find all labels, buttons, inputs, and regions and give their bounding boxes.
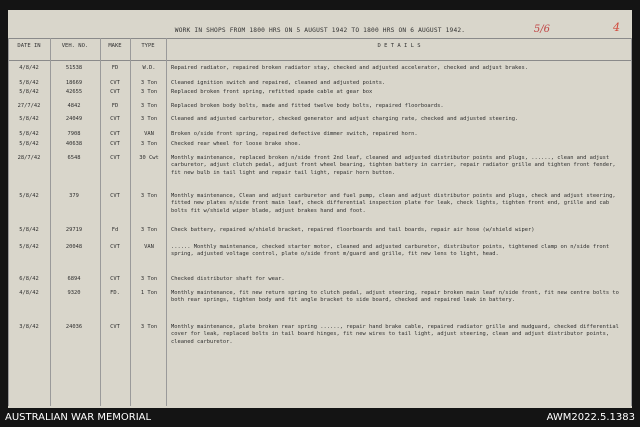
row-details: Repaired radiator, repaired broken radiator stay, checked and adjusted accelerator, checked and adjust brakes. (171, 65, 528, 71)
row-vehicle-number: 9320 (67, 290, 81, 296)
row-date: 3/8/42 (19, 324, 39, 330)
row-vehicle-number: 40638 (65, 141, 83, 147)
row-details: Replaced broken body bolts, made and fitted twelve body bolts, repaired floorboards. (171, 103, 444, 109)
table-top-rule (8, 38, 632, 39)
row-make: CVT (110, 116, 120, 122)
row-make: CVT (110, 244, 120, 250)
row-type: VAN (144, 131, 154, 137)
row-details: Monthly maintenance, Clean and adjust carburetor and fuel pump, clean and adjust distributor points and plugs, check and adjust steering, fitted new plates n/side front main leaf, check differential inspection plate for leak, check lights, tighten front end, grille and cab bolts fit w/shield wiper blade, adjust brakes hand and foot. (171, 193, 616, 214)
row-type: 3 Ton (140, 276, 158, 282)
column-header-make: MAKE (108, 43, 122, 49)
row-make: CVT (110, 80, 120, 86)
row-type: W.D. (142, 65, 156, 71)
row-type: 1 Ton (140, 290, 158, 296)
row-date: 4/8/42 (19, 290, 39, 296)
footer-institution: AUSTRALIAN WAR MEMORIAL (5, 412, 152, 423)
row-date: 5/8/42 (19, 244, 39, 250)
column-rule (50, 38, 51, 406)
row-type: 3 Ton (140, 116, 158, 122)
row-type: 3 Ton (140, 324, 158, 330)
row-vehicle-number: 6894 (67, 276, 81, 282)
row-type: 30 Cwt (139, 155, 159, 161)
row-details: Checked rear wheel for loose brake shoe. (171, 141, 301, 147)
column-header-details: D E T A I L S (377, 43, 421, 49)
row-vehicle-number: 20048 (65, 244, 83, 250)
row-type: 3 Ton (140, 227, 158, 233)
row-type: 3 Ton (140, 141, 158, 147)
row-make: CVT (110, 155, 120, 161)
row-details: Monthly maintenance, plate broken rear spring ......, repair hand brake cable, repaired radiator grille and mudguard, checked differential cover for leak, replaced bolts in tail board hinges, fit new wires to tail light, adjust steering, clean and adjust distributor points, cleaned carburetor. (171, 324, 619, 345)
row-make: FD (111, 103, 119, 109)
row-date: 5/8/42 (19, 89, 39, 95)
row-make: CVT (110, 276, 120, 282)
row-details: Check battery, repaired w/shield bracket, repaired floorboards and tail boards, repair air hose (w/shield wiper) (171, 227, 535, 233)
row-make: CVT (110, 89, 120, 95)
page-number: 5/6 (533, 24, 550, 35)
column-rule (8, 38, 9, 406)
row-vehicle-number: 4842 (67, 103, 81, 109)
row-type: 3 Ton (140, 103, 158, 109)
row-make: CVT (110, 324, 120, 330)
row-details: Monthly maintenance, fit new return spring to clutch pedal, adjust steering, repair broken main leaf n/side front, fit new centre bolts to both rear springs, tighten body and fit angle bracket to side board, checked and repaired leak in battery. (171, 290, 619, 304)
row-make: FD. (110, 290, 120, 296)
row-date: 27/7/42 (17, 103, 41, 109)
row-date: 5/8/42 (19, 141, 39, 147)
column-header-type: TYPE (141, 43, 155, 49)
row-make: FD (111, 65, 119, 71)
footer-accession-number: AWM2022.5.1383 (546, 412, 635, 423)
row-date: 5/8/42 (19, 116, 39, 122)
row-make: Fd (111, 227, 119, 233)
row-date: 28/7/42 (17, 155, 41, 161)
row-type: 3 Ton (140, 193, 158, 199)
row-date: 5/8/42 (19, 131, 39, 137)
row-vehicle-number: 29719 (65, 227, 83, 233)
row-date: 4/8/42 (19, 65, 39, 71)
column-rule (100, 38, 101, 406)
row-make: CVT (110, 193, 120, 199)
row-date: 5/8/42 (19, 227, 39, 233)
row-date: 5/8/42 (19, 193, 39, 199)
row-details: Checked distributor shaft for wear. (171, 276, 285, 282)
row-details: Monthly maintenance, replaced broken n/side front 2nd leaf, cleaned and adjusted distributor points and plugs, ......, clean and adjust carburetor, adjust clutch pedal, adjust front wheel bearing, tighten battery in carrier, repair radiator grille and tighten front fender, fit new bulb in tail light and repair tail light, repair horn button. (171, 155, 616, 176)
row-type: 3 Ton (140, 89, 158, 95)
row-details: Cleaned and adjusted carburetor, checked generator and adjust charging rate, checked and adjusted steering. (171, 116, 519, 122)
row-vehicle-number: 379 (69, 193, 79, 199)
column-rule (166, 38, 167, 406)
row-date: 6/8/42 (19, 276, 39, 282)
row-make: CVT (110, 131, 120, 137)
row-details: ...... Monthly maintenance, checked starter motor, cleaned and adjusted carburetor, distributor points, tightened clamp on n/side front spring, adjusted voltage control, plate o/side front m/guard and grille, fit new lens to light, head. (171, 244, 610, 258)
column-rule (130, 38, 131, 406)
row-vehicle-number: 51538 (65, 65, 83, 71)
document-title: WORK IN SHOPS FROM 1800 HRS ON 5 AUGUST 1942 TO 1800 HRS ON 6 AUGUST 1942. (174, 27, 466, 34)
row-vehicle-number: 24036 (65, 324, 83, 330)
row-details: Cleaned ignition switch and repaired, cleaned and adjusted points. (171, 80, 386, 86)
row-vehicle-number: 18669 (65, 80, 83, 86)
row-vehicle-number: 7908 (67, 131, 81, 137)
row-make: CVT (110, 141, 120, 147)
document-sheet (8, 10, 632, 408)
row-type: VAN (144, 244, 154, 250)
header-bottom-rule (8, 60, 632, 61)
column-header-veh-no: VEH. NO. (61, 43, 89, 49)
row-type: 3 Ton (140, 80, 158, 86)
column-header-date: DATE IN (17, 43, 41, 49)
row-date: 5/8/42 (19, 80, 39, 86)
page-number-alt: 4 (613, 21, 620, 34)
column-rule (631, 38, 632, 406)
row-details: Replaced broken front spring, refitted spade cable at gear box (171, 89, 373, 95)
footer-bar (0, 408, 640, 427)
row-vehicle-number: 42655 (65, 89, 83, 95)
row-vehicle-number: 6548 (67, 155, 81, 161)
row-details: Broken o/side front spring, repaired defective dimmer switch, repaired horn. (171, 131, 418, 137)
row-vehicle-number: 24049 (65, 116, 83, 122)
